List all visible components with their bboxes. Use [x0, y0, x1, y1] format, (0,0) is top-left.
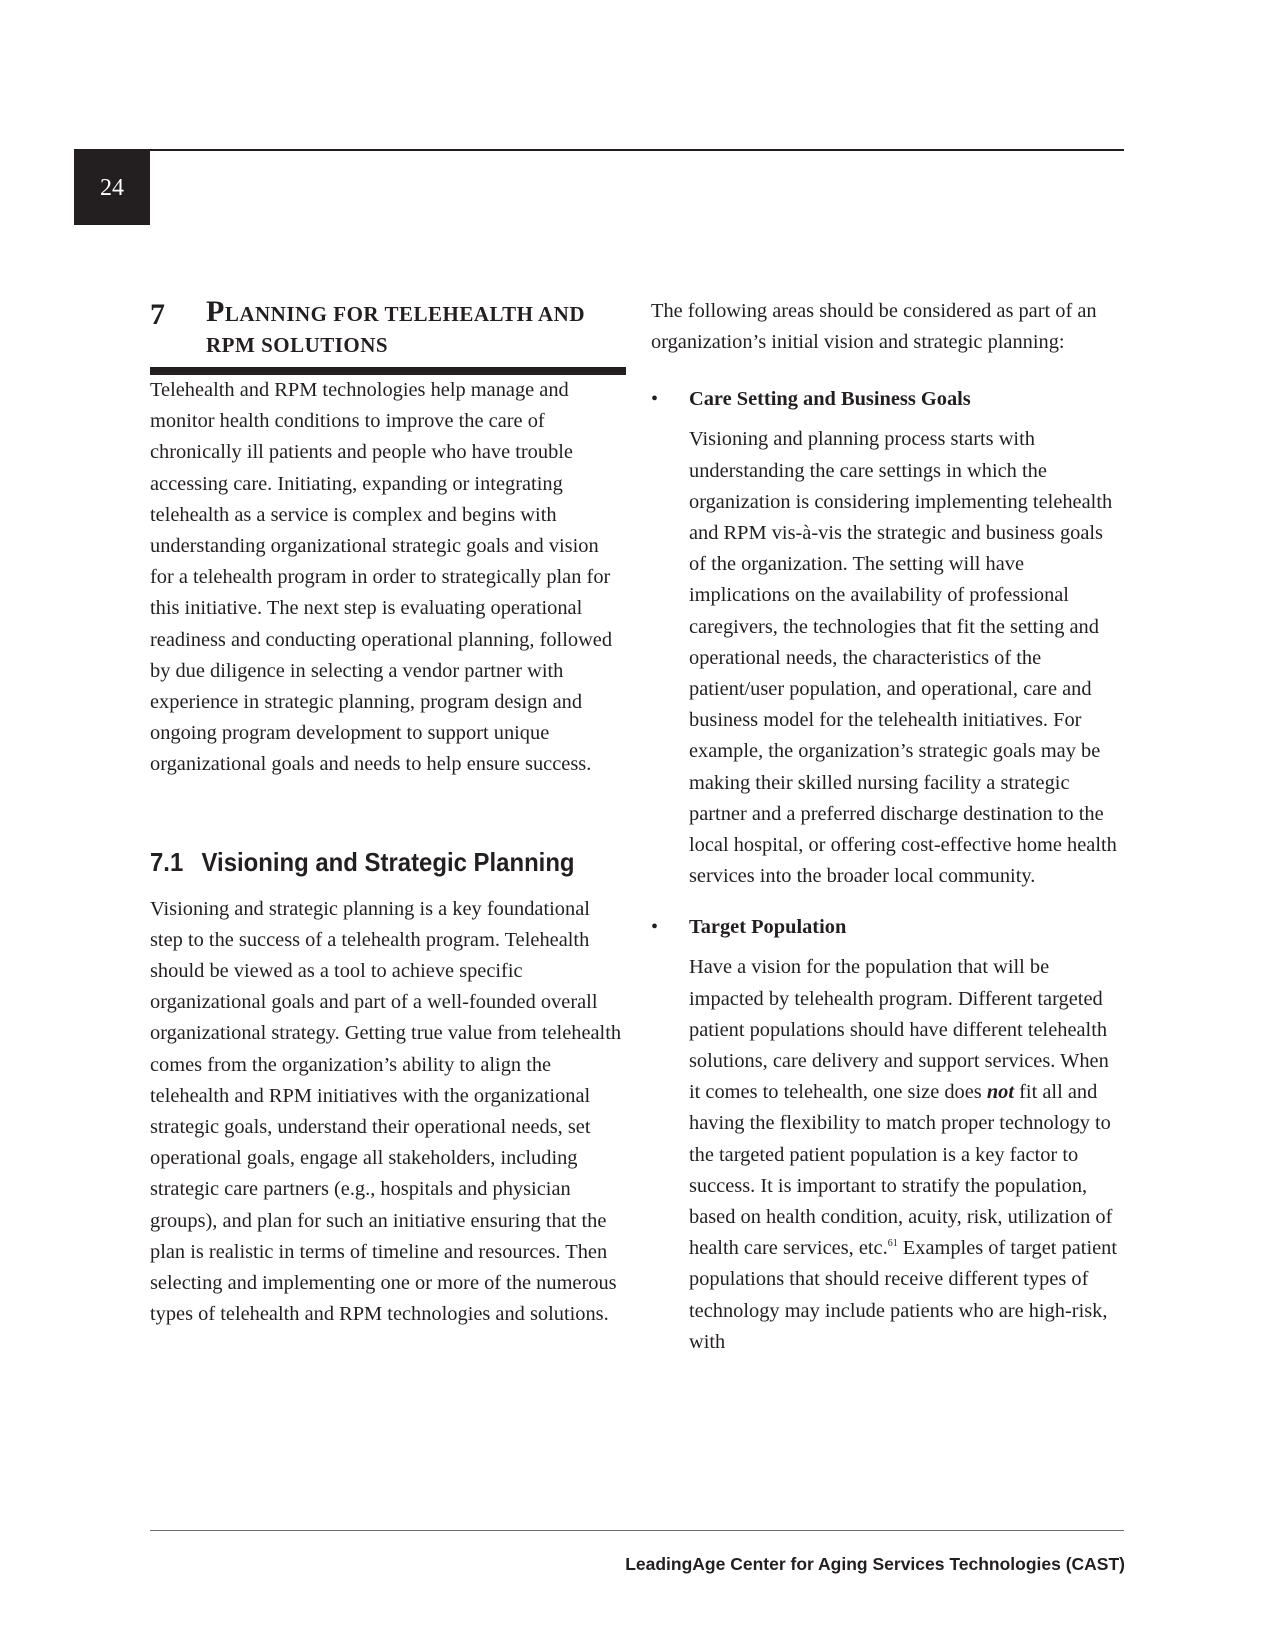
- list-item: [651, 912, 1121, 1358]
- section-paragraph: Visioning and strategic planning is a key foundational step to the success of a telehealth program. Telehealth should be viewed as a tool to achieve specific organizational goals and part of a well-founded overall organizational strategy. Getting true value from telehealth comes from the organization’s ability to align the telehealth and RPM initiatives with the organizational strategic goals, understand their operational needs, set operational goals, engage all stakeholders, including strategic care partners (e.g., hospitals and physician groups), and plan for such an initiative ensuring that the plan is realistic in terms of timeline and resources. Then selecting and implementing one or more of the numerous types of telehealth and RPM technologies and solutions.: [150, 897, 622, 1326]
- intro-paragraph: Telehealth and RPM technologies help manage and monitor health conditions to improve the care of chronically ill patients and people who have trouble accessing care. Initiating, expanding or integrating telehealth as a service is complex and begins with understanding organizational strategic goals and vision for a telehealth program in order to strategically plan for this initiative. The next step is evaluating operational readiness and conducting operational planning, followed by due diligence in selecting a vendor partner with experience in strategic planning, program design and ongoing program development to support unique organizational goals and needs to help ensure success.: [150, 379, 613, 776]
- bullet-text: Examples of target patient populations that should receive different types of technology may include patients who are high-risk, with: [689, 1237, 1118, 1353]
- left-column: [150, 296, 626, 1330]
- chapter-title: PLANNING FOR TELEHEALTH AND RPM SOLUTIONS: [206, 295, 585, 357]
- chapter-rule: [150, 367, 626, 375]
- chapter-heading: [150, 296, 626, 361]
- footer-text: LeadingAge Center for Aging Services Technologies (CAST): [625, 1554, 1125, 1574]
- chapter-number: 7: [150, 298, 165, 331]
- header-rule: [74, 149, 1124, 151]
- bullet-icon: •: [651, 388, 659, 411]
- list-item: [651, 384, 1121, 892]
- right-column: [651, 296, 1121, 1378]
- emphasis-text: not: [986, 1081, 1015, 1104]
- section-heading: [150, 847, 588, 878]
- page-number: 24: [74, 151, 150, 225]
- bullet-title: Target Population: [689, 916, 847, 939]
- bullet-text: fit all and having the flexibility to match proper technology to the targeted patient population is a key factor to success. It is important to stratify the population, based on health condition, acuity, risk, utilization of health care services, etc.: [689, 1081, 1113, 1260]
- footer-rule: [150, 1530, 1124, 1531]
- bullet-body: Visioning and planning process starts with understanding the care settings in which the organization is considering implementing telehealth and RPM vis-à-vis the strategic and business goals of the organization. The setting will have implications on the availability of professional caregivers, the technologies that fit the setting and operational needs, the characteristics of the patient/user population, and operational, care and business model for the telehealth initiatives. For example, the organization’s strategic goals may be making their skilled nursing facility a strategic partner and a preferred discharge destination to the local hospital, or offering cost-effective home health services into the broader local community.: [689, 428, 1117, 888]
- section-number: 7.1: [150, 846, 184, 877]
- section-title: Visioning and Strategic Planning: [201, 846, 575, 877]
- bullet-text: Have a vision for the population that will be impacted by telehealth program. Different targeted patient populations should have different telehealth solutions, care delivery and support services. When it comes to telehealth, one size does: [689, 956, 1109, 1104]
- bullet-title: Care Setting and Business Goals: [689, 388, 971, 411]
- bullet-body: [689, 952, 1121, 1358]
- bullet-icon: •: [651, 916, 659, 939]
- footnote-marker[interactable]: 61: [887, 1238, 898, 1250]
- right-intro-paragraph: The following areas should be considered as part of an organization’s initial vision and strategic planning:: [651, 300, 1097, 354]
- bullet-list: [651, 384, 1121, 1358]
